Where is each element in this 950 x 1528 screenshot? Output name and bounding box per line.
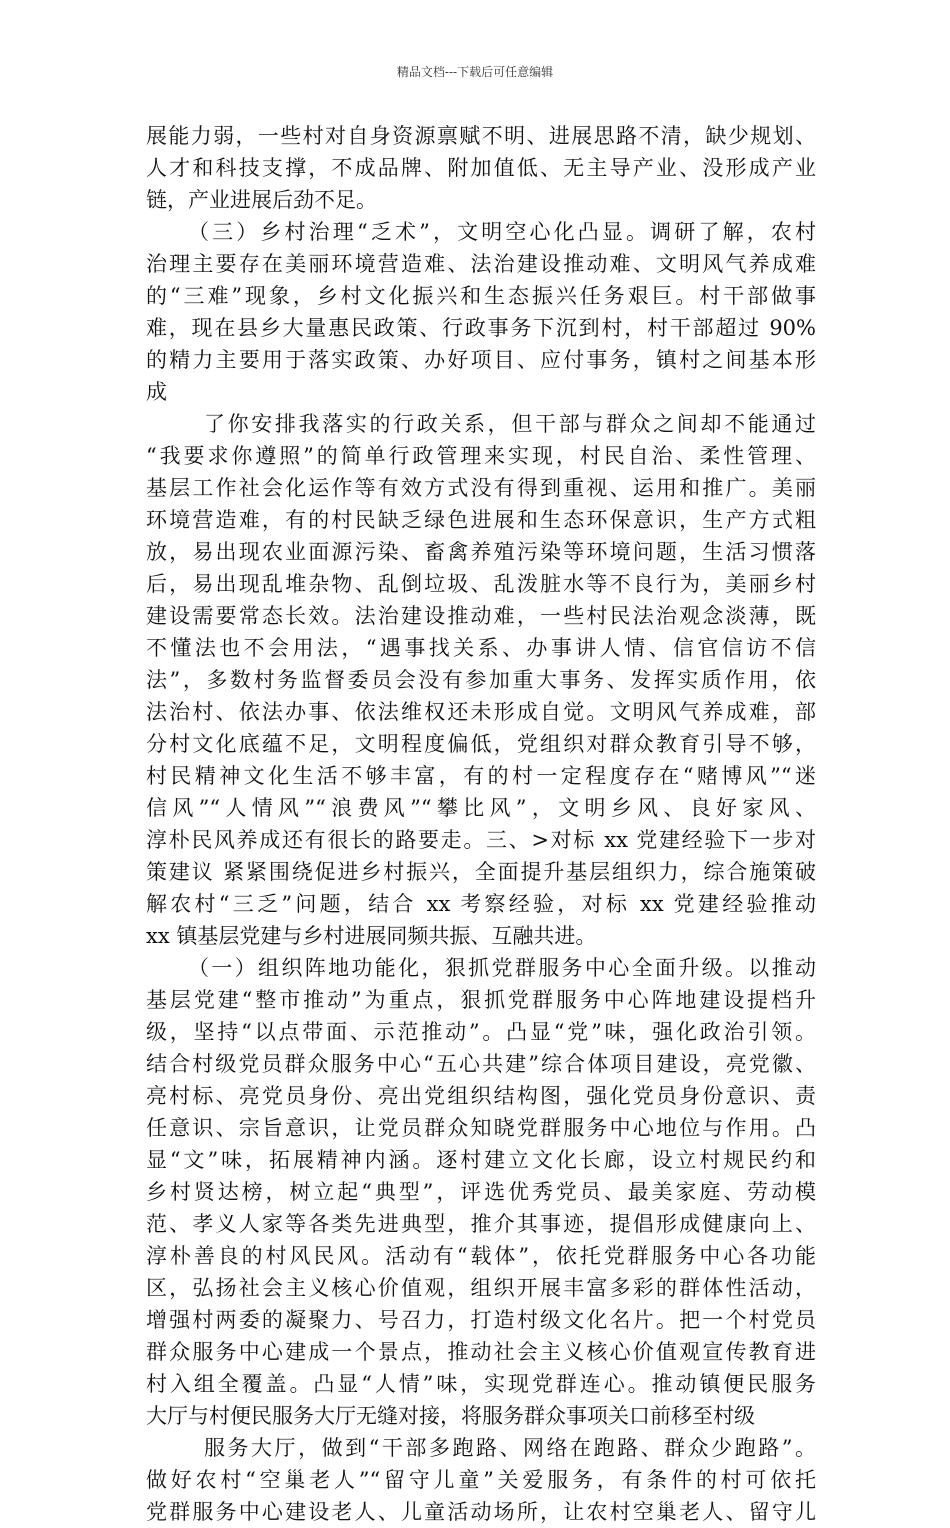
text-line: 的“三难”现象，乡村文化振兴和生态振兴任务艰巨。村干部做事: [146, 284, 816, 308]
text-line: 的精力主要用于落实政策、办好项目、应付事务，镇村之间基本形: [146, 348, 816, 372]
text-line: 不懂法也不会用法，“遇事找关系、办事讲人情、信官信访不信: [146, 636, 816, 660]
text-line: 做好农村“空巢老人”“留守儿童”关爱服务，有条件的村可依托: [146, 1468, 816, 1492]
page-header: 精品文档---下载后可任意编辑: [396, 65, 554, 79]
text-line: 信风”“人情风”“浪费风”“攀比风”，文明乡风、良好家风、: [146, 796, 816, 820]
text-line: 群众服务中心建成一个景点，推动社会主义核心价值观宣传教育进: [146, 1340, 816, 1364]
document-body: [146, 120, 816, 1528]
text-line: 后，易出现乱堆杂物、乱倒垃圾、乱泼脏水等不良行为，美丽乡村: [146, 572, 816, 596]
text-line: xx 镇基层党建与乡村进展同频共振、互融共进。: [146, 924, 597, 948]
text-line: 成: [146, 380, 167, 404]
text-line: 解农村“三乏”问题，结合 xx 考察经验，对标 xx 党建经验推动: [146, 892, 816, 916]
text-line: 任意识、宗旨意识，让党员群众知晓党群服务中心地位与作用。凸: [146, 1116, 816, 1140]
text-line: （一）组织阵地功能化，狠抓党群服务中心全面升级。以推动: [188, 956, 816, 980]
text-line: 环境营造难，有的村民缺乏绿色进展和生态环保意识，生产方式粗: [146, 508, 816, 532]
text-line: 法”，多数村务监督委员会没有参加重大事务、发挥实质作用，依: [146, 668, 816, 692]
text-line: 分村文化底蕴不足，文明程度偏低，党组织对群众教育引导不够，: [146, 732, 816, 756]
text-line: 淳朴民风养成还有很长的路要走。三、>对标 xx 党建经验下一步对: [146, 828, 816, 852]
text-line: “我要求你遵照”的简单行政管理来实现，村民自治、柔性管理、: [146, 444, 816, 468]
text-line: 大厅与村便民服务大厅无缝对接，将服务群众事项关口前移至村级: [146, 1404, 755, 1428]
text-line: 区，弘扬社会主义核心价值观，组织开展丰富多彩的群体性活动，: [146, 1276, 816, 1300]
text-line: 链，产业进展后劲不足。: [146, 188, 377, 212]
text-line: 显“文”味，拓展精神内涵。逐村建立文化长廊，设立村规民约和: [146, 1148, 816, 1172]
text-line: 策建议 紧紧围绕促进乡村振兴，全面提升基层组织力，综合施策破: [146, 860, 816, 884]
text-line: 服务大厅，做到“干部多跑路、网络在跑路、群众少跑路”。: [204, 1436, 816, 1460]
text-line: 了你安排我落实的行政关系，但干部与群众之间却不能通过: [204, 412, 816, 436]
text-line: 亮村标、亮党员身份、亮出党组织结构图，强化党员身份意识、责: [146, 1084, 816, 1108]
text-line: 增强村两委的凝聚力、号召力，打造村级文化名片。把一个村党员: [146, 1308, 816, 1332]
text-line: 展能力弱，一些村对自身资源禀赋不明、进展思路不清，缺少规划、: [146, 124, 816, 148]
text-line: 淳朴善良的村风民风。活动有“载体”，依托党群服务中心各功能: [146, 1244, 816, 1268]
text-line: 乡村贤达榜，树立起“典型”，评选优秀党员、最美家庭、劳动模: [146, 1180, 816, 1204]
text-line: 基层工作社会化运作等有效方式没有得到重视、运用和推广。美丽: [146, 476, 816, 500]
text-line: 党群服务中心建设老人、儿童活动场所，让农村空巢老人、留守儿: [146, 1500, 816, 1524]
text-line: 级，坚持“以点带面、示范推动”。凸显“党”味，强化政治引领。: [146, 1020, 816, 1044]
text-line: 范、孝义人家等各类先进典型，推介其事迹，提倡形成健康向上、: [146, 1212, 816, 1236]
text-line: 治理主要存在美丽环境营造难、法治建设推动难、文明风气养成难: [146, 252, 816, 276]
text-line: 人才和科技支撑，不成品牌、附加值低、无主导产业、没形成产业: [146, 156, 816, 180]
text-line: 难，现在县乡大量惠民政策、行政事务下沉到村，村干部超过 90%: [146, 316, 816, 340]
text-line: 法治村、依法办事、依法维权还未形成自觉。文明风气养成难，部: [146, 700, 816, 724]
text-line: 放，易出现农业面源污染、畜禽养殖污染等环境问题，生活习惯落: [146, 540, 816, 564]
text-line: 建设需要常态长效。法治建设推动难，一些村民法治观念淡薄，既: [146, 604, 816, 628]
text-line: 基层党建“整市推动”为重点，狠抓党群服务中心阵地建设提档升: [146, 988, 816, 1012]
text-line: （三）乡村治理“乏术”，文明空心化凸显。调研了解，农村: [188, 220, 816, 244]
text-line: 村民精神文化生活不够丰富，有的村一定程度存在“赌博风”“迷: [146, 764, 816, 788]
text-line: 结合村级党员群众服务中心“五心共建”综合体项目建设，亮党徽、: [146, 1052, 816, 1076]
text-line: 村入组全覆盖。凸显“人情”味，实现党群连心。推动镇便民服务: [146, 1372, 816, 1396]
